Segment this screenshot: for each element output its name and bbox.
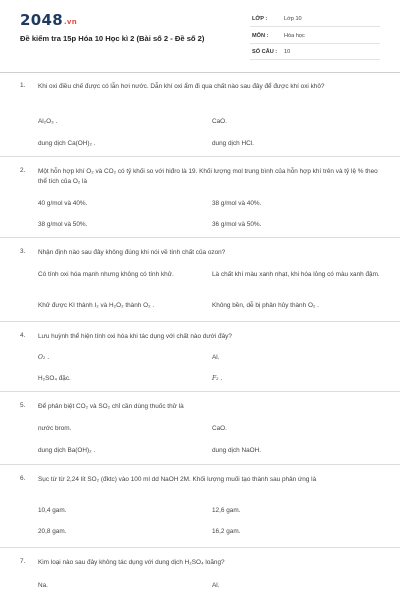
logo[interactable]: [20, 11, 77, 29]
question-item: [0, 157, 400, 238]
answer-option[interactable]: dung dịch Ba(OH)₂ .: [38, 447, 96, 454]
answer-option[interactable]: 12,6 gam.: [212, 507, 241, 514]
logo-text: 2048: [20, 11, 63, 29]
answer-option[interactable]: CaO.: [212, 425, 227, 432]
meta-label: LỚP :: [252, 16, 268, 22]
question-item: [0, 392, 400, 465]
answer-option[interactable]: Có tính oxi hóa mạnh nhưng không có tính khử.: [38, 271, 174, 278]
answer-option[interactable]: 40 g/mol và 40%.: [38, 200, 88, 207]
meta-label: MÔN :: [252, 33, 269, 39]
question-text: Sục từ từ 2,24 lít SO₂ (đktc) vào 100 ml dd NaOH 2M. Khối lượng muối tạo thành sau phản ứng là: [38, 476, 317, 483]
question-number: 6.: [20, 475, 26, 482]
answer-option[interactable]: Al₂O₃ .: [38, 118, 58, 125]
question-text: Một hỗn hợp khí O₂ và CO₂ có tỷ khối so với hiđro là 19. Khối lượng mol trung bình của hỗn hợp khí trên và tỷ lệ % theo thể tích của O₂ là: [38, 168, 378, 185]
answer-option[interactable]: 36 g/mol và 50%.: [212, 221, 262, 228]
answer-option[interactable]: H₂SO₄ đặc.: [38, 375, 71, 382]
question-text: Khi oxi điều chế được có lẫn hơi nước. Dẫn khí oxi ẩm đi qua chất nào sau đây để được khí oxi khô?: [38, 83, 325, 90]
answer-option[interactable]: CaO.: [212, 118, 227, 125]
answer-option[interactable]: Là chất khí màu xanh nhạt, khi hóa lỏng có màu xanh đậm.: [212, 271, 380, 278]
answer-option[interactable]: 38 g/mol và 50%.: [38, 221, 88, 228]
question-number: 2.: [20, 167, 26, 174]
answer-option[interactable]: Khử được KI thành I₂ và H₂O₂ thành O₂ .: [38, 302, 155, 309]
meta-count: [250, 46, 380, 60]
answer-option[interactable]: Na.: [38, 582, 48, 589]
answer-option[interactable]: 20,8 gam.: [38, 528, 67, 535]
meta-value: 10: [284, 49, 291, 55]
meta-value: Hóa học: [284, 33, 305, 39]
answer-option[interactable]: O₂ .: [38, 354, 50, 361]
page-title: Đề kiểm tra 15p Hóa 10 Học kì 2 (Bài số 2 - Đề số 2): [20, 34, 205, 43]
answer-option[interactable]: F₂ .: [212, 375, 223, 382]
question-text: Để phân biệt CO₂ và SO₂ chỉ cần dùng thuốc thử là: [38, 403, 184, 410]
question-number: 1.: [20, 82, 26, 89]
question-item: [0, 238, 400, 322]
header: [0, 0, 400, 68]
answer-option[interactable]: Không bền, dễ bị phân hủy thành O₂ .: [212, 302, 319, 309]
question-text: Nhận định nào sau đây không đúng khi nói về tính chất của ozon?: [38, 249, 226, 256]
answer-option[interactable]: Al.: [212, 354, 220, 361]
answer-option[interactable]: 10,4 gam.: [38, 507, 67, 514]
answer-option[interactable]: Al.: [212, 582, 220, 589]
answer-option[interactable]: 38 g/mol và 40%.: [212, 200, 262, 207]
answer-option[interactable]: 16,2 gam.: [212, 528, 241, 535]
question-text: Lưu huỳnh thể hiện tính oxi hóa khi tác dụng với chất nào dưới đây?: [38, 333, 232, 340]
question-number: 5.: [20, 402, 26, 409]
meta-subject: [250, 30, 380, 44]
question-list: [0, 72, 400, 598]
question-number: 4.: [20, 332, 26, 339]
meta-class: [250, 13, 380, 27]
meta-value: Lớp 10: [284, 16, 302, 22]
meta-label: SỐ CÂU :: [252, 49, 278, 55]
question-text: Kim loại nào sau đây không tác dụng với dung dịch H₂SO₄ loãng?: [38, 559, 225, 566]
question-item: [0, 465, 400, 548]
answer-option[interactable]: dung dịch HCl.: [212, 140, 254, 147]
answer-option[interactable]: dung dịch NaOH.: [212, 447, 262, 454]
question-item: [0, 548, 400, 598]
answer-option[interactable]: dung dịch Ca(OH)₂ .: [38, 140, 96, 147]
answer-option[interactable]: nước brom.: [38, 425, 72, 432]
question-number: 7.: [20, 558, 26, 565]
question-item: [0, 72, 400, 157]
question-item: [0, 322, 400, 392]
question-number: 3.: [20, 248, 26, 255]
logo-suffix: .vn: [63, 18, 78, 26]
